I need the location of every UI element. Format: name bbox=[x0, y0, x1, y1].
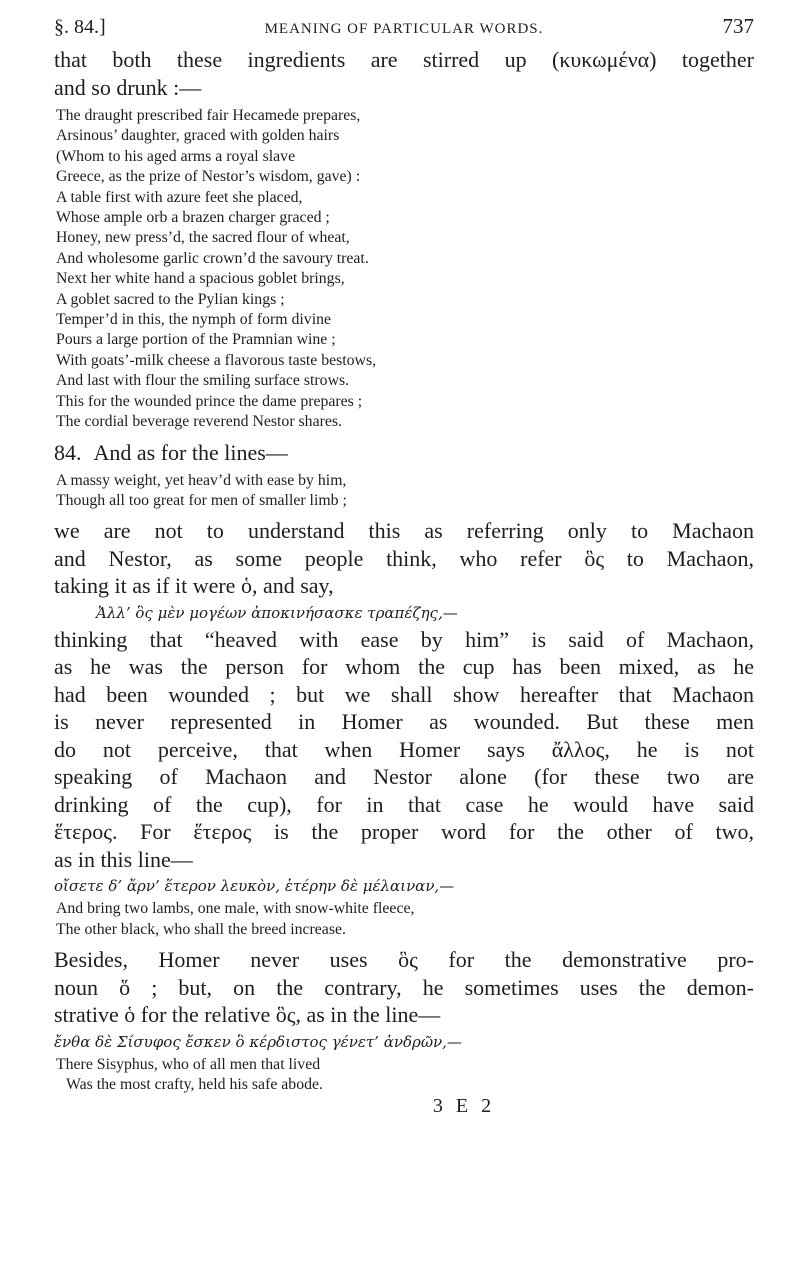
verse-line: And wholesome garlic crown’d the savoury treat. bbox=[56, 249, 369, 267]
paragraph-intro bbox=[54, 46, 754, 101]
verse-line: Whose ample orb a brazen charger graced ; bbox=[56, 209, 330, 227]
verse-line: The draught prescribed fair Hecamede prepares, bbox=[56, 107, 361, 124]
section-number: 84. bbox=[54, 439, 82, 465]
verse-quotation-hecamede bbox=[54, 106, 754, 433]
paragraph-machaon bbox=[54, 517, 754, 600]
verse-line: Honey, new press’d, the sacred flour of wheat, bbox=[56, 229, 350, 247]
greek-quotation: ἔνθα δὲ Σίσυφος ἔσκεν ὃ κέρδιστος γένετ’ ἀνδρῶν,— bbox=[54, 1032, 462, 1051]
text-line: as he was the person for whom the cup has been mixed, as he bbox=[54, 654, 754, 680]
text-line: taking it as if it were ὁ, and say, bbox=[54, 573, 334, 599]
verse-line: Was the most crafty, held his safe abode. bbox=[66, 1076, 323, 1094]
paragraph-demonstrative bbox=[54, 946, 754, 1029]
verse-line: (Whom to his aged arms a royal slave bbox=[56, 147, 296, 165]
verse-line: Greece, as the prize of Nestor’s wisdom, gave) : bbox=[56, 168, 361, 186]
verse-line: This for the wounded prince the dame prepares ; bbox=[56, 392, 363, 410]
verse-line: A massy weight, yet heav’d with ease by him, bbox=[56, 471, 347, 489]
text-line: and so drunk :— bbox=[54, 74, 202, 100]
text-line: do not perceive, that when Homer says ἄλλος, he is not bbox=[54, 736, 754, 762]
running-title: MEANING OF PARTICULAR WORDS. bbox=[264, 21, 544, 37]
book-page bbox=[54, 14, 754, 1118]
paragraph-heaved-with-ease bbox=[54, 626, 754, 874]
verse-line: Temper’d in this, the nymph of form divine bbox=[56, 311, 331, 329]
section-84-heading bbox=[54, 439, 754, 466]
text-line: and Nestor, as some people think, who refer ὃς to Machaon, bbox=[54, 545, 754, 571]
verse-line: And bring two lambs, one male, with snow-white fleece, bbox=[56, 900, 415, 918]
text-line: we are not to understand this as referring only to Machaon bbox=[54, 518, 754, 544]
text-line: strative ὁ for the relative ὃς, as in the line— bbox=[54, 1002, 441, 1028]
page-number: 737 bbox=[722, 14, 754, 38]
signature-mark: 3 E 2 bbox=[432, 1095, 496, 1118]
text-line: had been wounded ; but we shall show hereafter that Machaon bbox=[54, 681, 754, 707]
verse-line: The cordial beverage reverend Nestor shares. bbox=[56, 413, 342, 431]
section-lead-text: And as for the lines— bbox=[93, 439, 288, 465]
verse-quotation-lambs bbox=[54, 899, 754, 940]
verse-line: A table first with azure feet she placed, bbox=[56, 188, 303, 206]
text-line: ἕτερος. For ἕτερος is the proper word for the other of two, bbox=[54, 819, 754, 845]
running-header bbox=[54, 14, 754, 44]
verse-line: Though all too great for men of smaller limb ; bbox=[56, 491, 347, 509]
verse-line: A goblet sacred to the Pylian kings ; bbox=[56, 290, 285, 308]
text-line: speaking of Machaon and Nestor alone (for these two are bbox=[54, 764, 754, 790]
verse-line: Arsinous’ daughter, graced with golden hairs bbox=[56, 127, 340, 145]
verse-line: And last with flour the smiling surface strows. bbox=[56, 372, 350, 390]
text-line: is never represented in Homer as wounded. But these men bbox=[54, 709, 754, 735]
verse-line: Pours a large portion of the Pramnian wine ; bbox=[56, 331, 336, 349]
verse-line: The other black, who shall the breed increase. bbox=[56, 920, 346, 938]
section-reference: §. 84.] bbox=[54, 16, 106, 38]
verse-line: With goats’-milk cheese a flavorous taste bestows, bbox=[56, 351, 377, 369]
greek-quotation: Ἀλλ’ ὃς μὲν μογέων ἀποκινήσασκε τραπέζης,— bbox=[96, 603, 458, 622]
verse-line: There Sisyphus, who of all men that lived bbox=[56, 1055, 321, 1073]
text-line: drinking of the cup), for in that case he would have said bbox=[54, 791, 754, 817]
text-line: that both these ingredients are stirred up (κυκωμένα) together bbox=[54, 47, 754, 72]
text-line: thinking that “heaved with ease by him” is said of Machaon, bbox=[54, 626, 754, 652]
greek-quotation: οἴσετε δ’ ἄρν’ ἕτερον λευκὸν, ἑτέρην δὲ μέλαιναν,— bbox=[54, 877, 455, 896]
verse-line: Next her white hand a spacious goblet brings, bbox=[56, 270, 345, 288]
text-line: noun ὅ ; but, on the contrary, he sometimes uses the demon- bbox=[54, 974, 754, 1000]
verse-quotation-sisyphus bbox=[54, 1055, 754, 1096]
text-line: Besides, Homer never uses ὃς for the demonstrative pro- bbox=[54, 947, 754, 973]
text-line: as in this line— bbox=[54, 846, 193, 872]
verse-quotation-massy-weight bbox=[54, 471, 754, 512]
